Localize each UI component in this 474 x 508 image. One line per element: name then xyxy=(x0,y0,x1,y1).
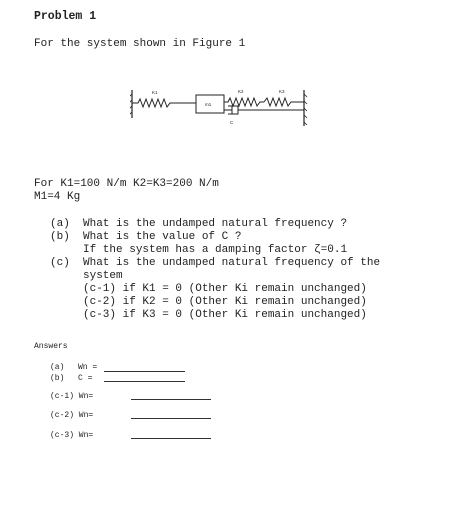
question-c: (c) What is the undamped natural frequency of the xyxy=(50,257,381,269)
label-damper: C xyxy=(230,120,234,125)
label-k3: K3 xyxy=(279,89,285,94)
answer-b-var: C = xyxy=(78,374,93,383)
answer-c2-label: (c-2) Wn= xyxy=(50,411,94,420)
label-k1: K1 xyxy=(152,90,158,95)
given-stiffness: For K1=100 N/m K2=K3=200 N/m xyxy=(34,178,219,190)
problem-title: Problem 1 xyxy=(34,10,97,23)
question-b-cont: If the system has a damping factor ζ=0.1 xyxy=(50,244,348,256)
answer-b-blank[interactable] xyxy=(104,381,185,382)
question-c-cont: system xyxy=(50,270,123,282)
question-c2: (c-2) if K2 = 0 (Other Ki remain unchanged) xyxy=(50,296,367,308)
spring-k3 xyxy=(264,98,304,106)
given-mass: M1=4 Kg xyxy=(34,191,81,203)
answer-c3-blank[interactable] xyxy=(131,438,211,439)
question-c3: (c-3) if K3 = 0 (Other Ki remain unchanged) xyxy=(50,309,367,321)
figure-1-diagram xyxy=(130,86,310,132)
answer-a-label: (a) xyxy=(50,363,65,372)
answer-a-var: Wn = xyxy=(78,363,98,372)
spring-k2 xyxy=(224,98,264,106)
answers-heading: Answers xyxy=(34,342,68,351)
left-wall xyxy=(130,90,132,118)
question-a: (a) What is the undamped natural frequency ? xyxy=(50,218,348,230)
right-wall xyxy=(304,90,307,126)
answer-c3-label: (c-3) Wn= xyxy=(50,431,94,440)
spring-k1 xyxy=(132,99,196,107)
answer-a-blank[interactable] xyxy=(104,371,185,372)
answer-b-label: (b) xyxy=(50,374,65,383)
label-mass: m1 xyxy=(205,102,212,107)
label-k2: K2 xyxy=(238,89,244,94)
problem-intro: For the system shown in Figure 1 xyxy=(34,38,246,50)
answer-c2-blank[interactable] xyxy=(131,418,211,419)
question-b: (b) What is the value of C ? xyxy=(50,231,242,243)
question-c1: (c-1) if K1 = 0 (Other Ki remain unchanged) xyxy=(50,283,367,295)
answer-c1-blank[interactable] xyxy=(131,399,211,400)
answer-c1-label: (c-1) Wn= xyxy=(50,392,94,401)
damper-c xyxy=(224,106,304,114)
